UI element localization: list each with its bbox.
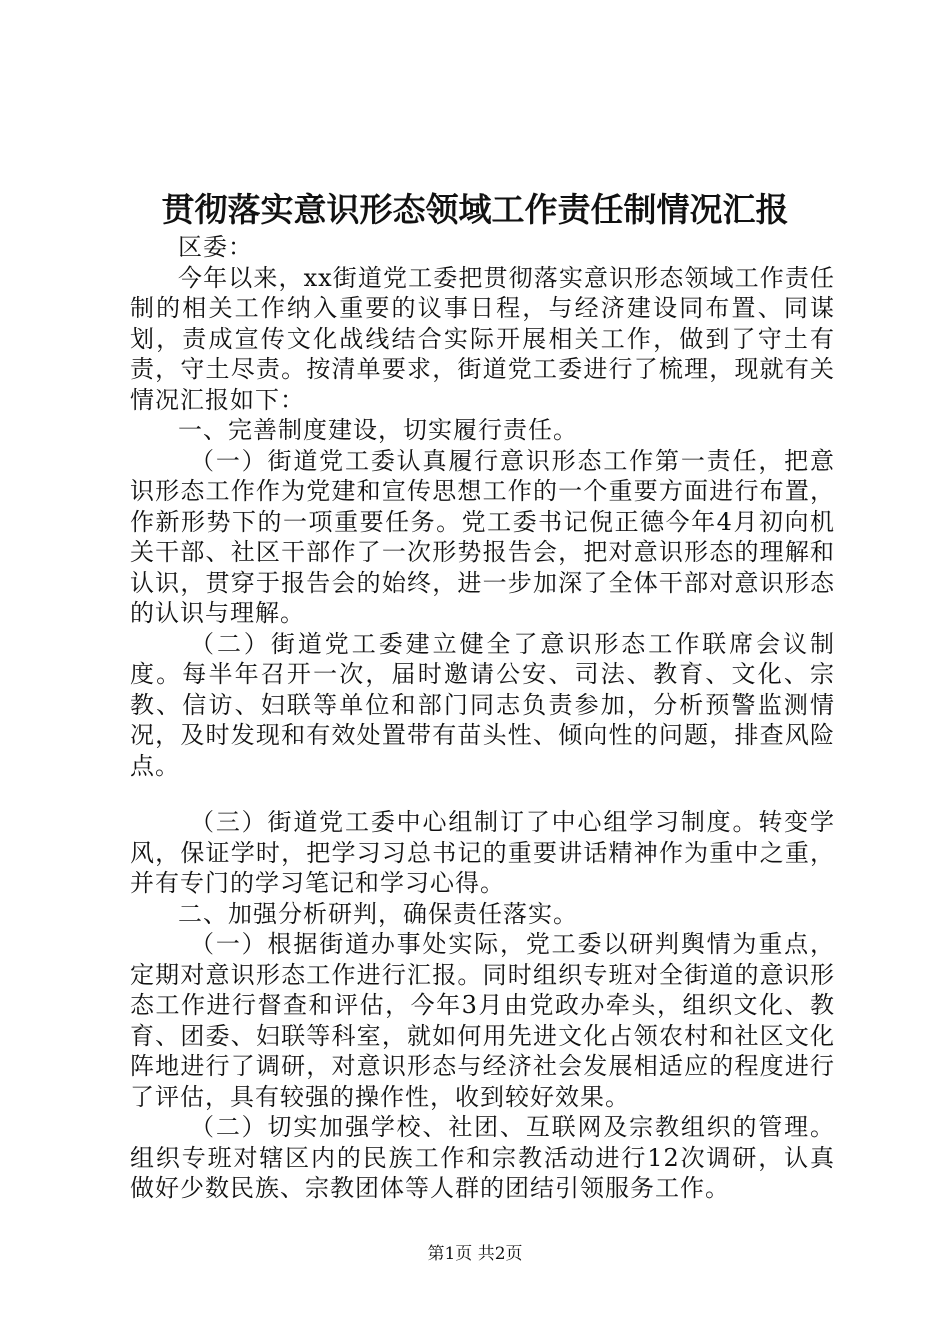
page-footer: 第1页 共2页 bbox=[427, 1244, 523, 1264]
paragraph-intro: 今年以来，xx街道党工委把贯彻落实意识形态领域工作责任制的相关工作纳入重要的议事日程，与经济建设同布置、同谋划，责成宣传文化战线结合实际开展相关工作，做到了守土有责，守土尽责。按清单要求，街道党工委进行了梳理，现就有关情况汇报如下： bbox=[130, 263, 835, 414]
section-heading-1: 一、完善制度建设，切实履行责任。 bbox=[178, 416, 578, 444]
paragraph-2-2: （二）切实加强学校、社团、互联网及宗教组织的管理。组织专班对辖区内的民族工作和宗教活动进行12次调研，认真做好少数民族、宗教团体等人群的团结引领服务工作。 bbox=[130, 1113, 835, 1202]
paragraph-1-3: （三）街道党工委中心组制订了中心组学习制度。转变学风，保证学时，把学习习总书记的重要讲话精神作为重中之重，并有专门的学习笔记和学习心得。 bbox=[130, 808, 835, 897]
document-body bbox=[130, 232, 835, 1204]
section-heading-2: 二、加强分析研判，确保责任落实。 bbox=[178, 899, 578, 928]
document-title: 贯彻落实意识形态领域工作责任制情况汇报 bbox=[161, 190, 789, 229]
salutation: 区委： bbox=[178, 233, 253, 261]
paragraph-2-1: （一）根据街道办事处实际，党工委以研判舆情为重点，定期对意识形态工作进行汇报。同时组织专班对全街道的意识形态工作进行督查和评估，今年3月由党政办牵头，组织文化、教育、团委、妇联等科室，就如何用先进文化占领农村和社区文化阵地进行了调研，对意识形态与经济社会发展相适应的程度进行了评估，具有较强的操作性，收到较好效果。 bbox=[130, 930, 835, 1111]
paragraph-1-2: （二）街道党工委建立健全了意识形态工作联席会议制度。每半年召开一次，届时邀请公安、司法、教育、文化、宗教、信访、妇联等单位和部门同志负责参加，分析预警监测情况，及时发现和有效处置带有苗头性、倾向性的问题，排查风险点。 bbox=[130, 629, 835, 780]
paragraph-1-1: （一）街道党工委认真履行意识形态工作第一责任，把意识形态工作作为党建和宣传思想工作的一个重要方面进行布置，作新形势下的一项重要任务。党工委书记倪正德今年4月初向机关干部、社区干部作了一次形势报告会，把对意识形态的理解和认识，贯穿于报告会的始终，进一步加深了全体干部对意识形态的认识与理解。 bbox=[130, 446, 835, 627]
